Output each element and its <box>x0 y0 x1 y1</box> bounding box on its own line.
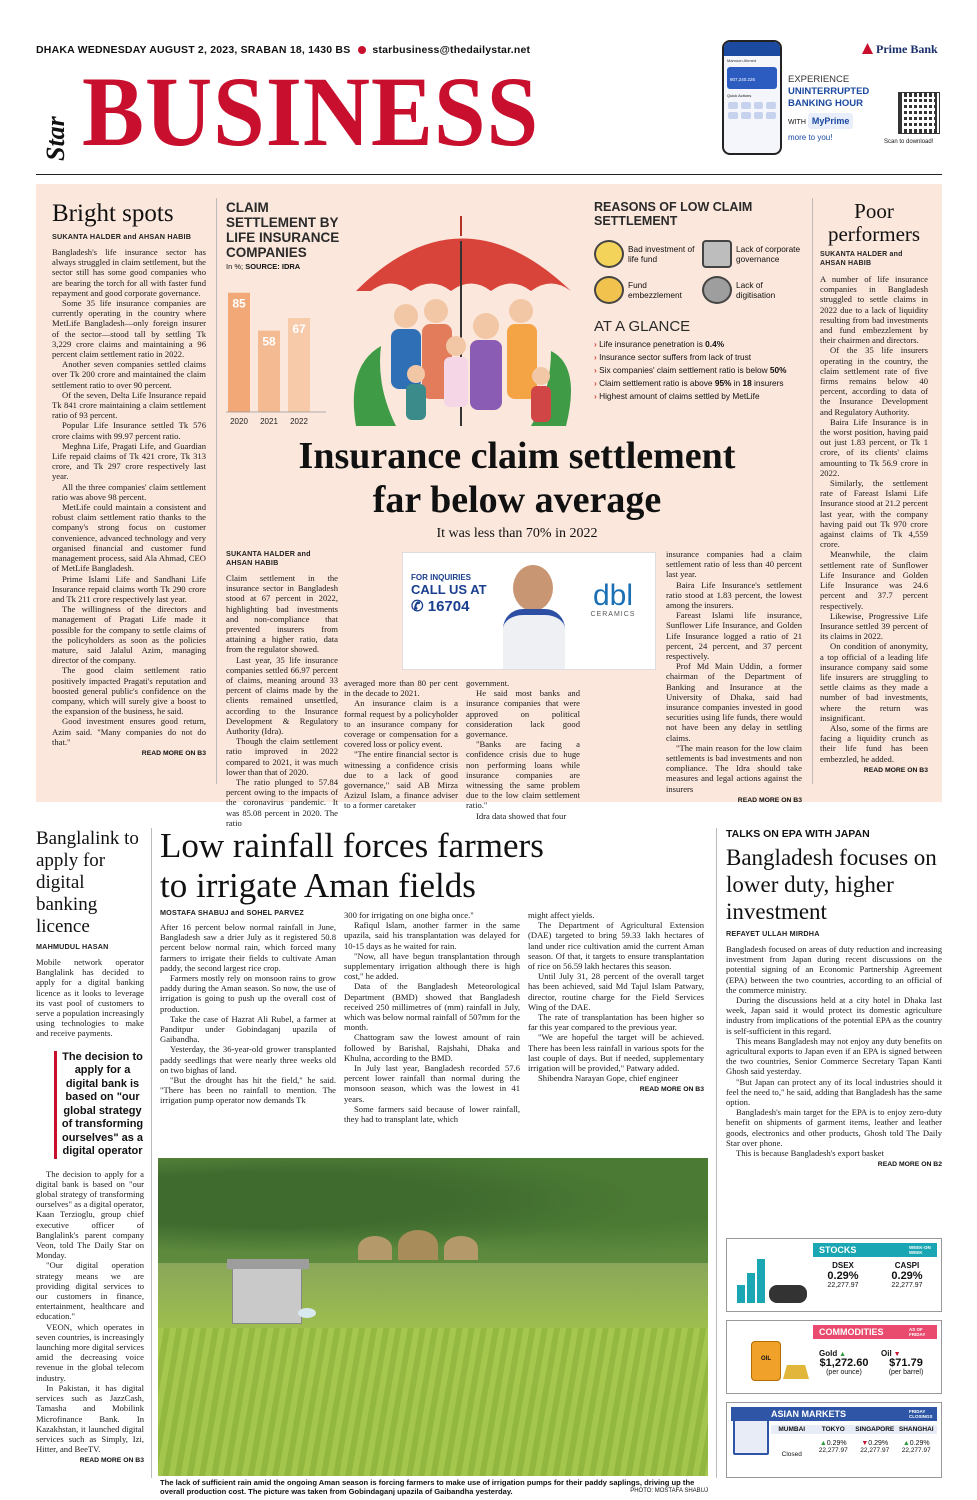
umbrella-canopy <box>356 239 571 292</box>
poor-performers-byline: SUKANTA HALDER and AHSAN HABIB <box>820 251 903 267</box>
dbl-number: 16704 <box>427 598 470 615</box>
bright-spots-story <box>52 200 206 757</box>
paragraph: Some farmers said because of lower rainfall, they had to transplant late, which <box>344 1103 520 1125</box>
bar-category-label: 2020 <box>230 417 248 426</box>
reason-item <box>702 276 804 304</box>
bar-value-label: 85 <box>232 296 246 311</box>
oil-barrel-icon <box>751 1341 781 1381</box>
banglalink-headline: Banglalink to apply for digital banking licence <box>36 828 139 937</box>
market-pct <box>771 1440 813 1451</box>
market-item <box>854 1425 896 1458</box>
chevron-right-icon: › <box>594 352 600 362</box>
paragraph: The ratio plunged to 57.84 percent owing to the impacts of the coronavirus pandemic. It was 85.08 percent in 2020. The ratio <box>226 777 338 828</box>
bar-category-label: 2021 <box>260 417 278 426</box>
reason-label: Bad investment of life fund <box>628 244 695 264</box>
paragraph: Though the claim settlement ratio improved in 2022 compared to 2021, it was much lower than that of 2020. <box>226 736 338 777</box>
money-bag-icon <box>594 240 624 268</box>
paragraph: Another seven companies settled claims over Tk 200 crore and maintained the claim settlement ratio to over 90 percent. <box>52 359 206 390</box>
stocks-widget <box>726 1238 942 1312</box>
hay-stacks <box>358 1230 478 1260</box>
red-dot-icon <box>358 46 366 54</box>
rainfall-headline-line-2: to irrigate Aman fields <box>160 866 476 905</box>
paragraph: MetLife could maintain a consistent and robust claim settlement ratio thanks to the company's strong focus on customer convenience, advanced technology and very organised financial and customer fund management process, said Ala Ahmad, CEO of MetLife Bangladesh. <box>52 502 206 574</box>
reason-item <box>702 240 804 268</box>
prime-bank-mark-icon <box>862 43 873 54</box>
paragraph: Rafiqul Islam, another farmer in the same upazila, said his transplantation was delayed for 10-15 days as he waited for rain. <box>344 920 520 951</box>
bar-value-label: 67 <box>292 321 306 336</box>
gold-label: Gold <box>819 1349 838 1358</box>
byline-line: SUKANTA HALDER and <box>226 549 311 558</box>
caption-text: The lack of sufficient rain amid the ongoing Aman season is forcing farmers to make use of irrigation pumps for their paddy saplings, driving up the overall production cost. The picture was taken from Gobindaganj upazila of Gaibandha yesterday. <box>160 1478 695 1496</box>
reason-label: Lack of corporate governance <box>736 244 801 264</box>
gold-up-icon: ▲ <box>837 1351 847 1358</box>
phone-icon: ✆ <box>411 598 428 615</box>
water-stream <box>298 1308 316 1318</box>
paragraph: The decision to apply for a digital bank is based on "our global strategy of transforming ourselves" as a digital operator, Kaan Terzioglu, group chief executive officer of Banglalink's parent company Veon, told The Daily Star on Monday. <box>36 1168 144 1261</box>
poor-performers-title: Poor performers <box>827 199 921 246</box>
phone-user-name: Mamoon Ahmed <box>727 58 757 63</box>
chart-unit: In %; <box>226 262 246 271</box>
bar-value-label: 58 <box>262 334 276 349</box>
asian-title: ASIAN MARKETS <box>771 1409 847 1419</box>
caspi-pct: 0.29% <box>891 1270 923 1282</box>
dbl-for-inquiries: FOR INQUIRIES <box>411 573 472 582</box>
glance-text: Life insurance penetration is <box>599 339 706 349</box>
paragraph: 300 for irrigating on one bigha once." <box>344 910 474 920</box>
main-read-more-link[interactable]: READ MORE ON B3 <box>737 796 802 804</box>
dsex-pct: 0.29% <box>827 1270 859 1282</box>
pull-quote: The decision to apply for a digital bank is based on "our global strategy of transforming ourselves" as a digital operator <box>54 1051 144 1159</box>
paragraph: Bangladesh's life insurance sector has always struggled in claim settlement, but the sector still has some good companies who are bearing the torch for all with faster fund repayment and good corporate governance. <box>52 247 206 298</box>
paragraph: Mobile network operator Banglalink has decided to apply for a digital banking licence as it looks to leverage its vast pool of customers to serve a population increasingly using technologies to make and receive payments. <box>36 957 144 1039</box>
up-arrow-icon: ▲ <box>819 1440 827 1447</box>
bright-spots-body <box>52 247 206 747</box>
paragraph: Bangladesh's main target for the EPA is to enjoy zero-duty benefit on shipments of garment items, leather and leather goods, electronics and other products, Ghosh told The Daily Star over phone. <box>726 1107 942 1148</box>
main-col-1 <box>226 549 338 828</box>
oil-unit: (per barrel) <box>888 1369 924 1376</box>
market-value: 22,277.97 <box>901 1447 931 1454</box>
chevron-right-icon: › <box>594 378 600 388</box>
bar-category-label: 2022 <box>290 417 308 426</box>
paragraph: Meanwhile, the claim settlement rate of Sunflower Life Insurance and Golden Life Insurance was 24.6 percent and 37.7 percent respectively. <box>820 549 928 611</box>
stocks-note: WEEK-ON WEEK <box>909 1245 931 1255</box>
rainfall-col-1 <box>160 908 336 1106</box>
dateline-text: DHAKA WEDNESDAY AUGUST 2, 2023, SRABAN 18, 1430 BS <box>36 44 351 56</box>
paragraph: The good claim settlement ratio positively impacted Pragati's reputation and boosted general public's confidence on the company, which will surely give a boost to the expansion of the business, he said. <box>52 665 206 717</box>
dateline <box>36 44 530 56</box>
paragraph: Bangladesh focused on areas of duty reduction and increasing investment from Japan during recent discussions on the potential signing of an Economic Partnership Agreement (EPA) between the two countries, according to an official of the commerce ministry. <box>726 944 942 995</box>
myprime-badge <box>808 113 854 129</box>
paragraph: Claim settlement in the insurance sector in Bangladesh stood at 67 percent in 2022, highlighting bad investments and non-compliance that prevented insurers from attaining a higher ratio, data from the regulator showed. <box>226 573 338 655</box>
paragraph: government. <box>466 678 510 688</box>
paragraph: This means Bangladesh may not enjoy any duty benefits on agricultural exports to Japan even if an EPA is signed between the two countries, Senior Commerce Secretary Tapan Kanti Ghosh said yesterday. <box>726 1035 942 1077</box>
leaf-left <box>354 346 396 426</box>
bright-read-more-link[interactable]: READ MORE ON B3 <box>141 749 206 757</box>
paragraph: The willingness of the directors and management of Pragati Life made it possible for the company to settle claims of the policyholders as soon as the policies mature, said Jalalul Azim, managing director of the company. <box>52 604 206 666</box>
phone-mockup <box>722 40 782 155</box>
reason-item <box>594 240 696 268</box>
family-figures <box>391 299 551 422</box>
up-arrow-icon: ▲ <box>902 1440 910 1447</box>
prime-bank-ad[interactable] <box>722 40 944 155</box>
paragraph: Likewise, Progressive Life Insurance settled 39 percent of its claims in 2022. <box>820 610 928 642</box>
rainfall-read-more-link[interactable]: READ MORE ON B3 <box>639 1086 704 1094</box>
paragraph: All the three companies' claim settlement ratio was above 98 percent. <box>52 481 206 502</box>
chart-title: CLAIM SETTLEMENT BY LIFE INSURANCE COMPANIES <box>226 200 340 260</box>
paragraph: "We are hopeful the target will be achieved. There has been less rainfall in various spots for the last couple of days. But if needed, supplementary irrigation will be provided," Patwary added. <box>528 1032 704 1074</box>
market-pct: 0.29% <box>868 1440 889 1447</box>
gold-price: $1,272.60 <box>819 1357 869 1369</box>
asian-markets-widget <box>726 1402 942 1478</box>
oil-down-icon: ▼ <box>891 1351 901 1358</box>
dsex-label: DSEX <box>832 1261 854 1270</box>
asian-markets-row <box>771 1425 937 1458</box>
bull-bear-icon <box>731 1247 811 1307</box>
insurance-feature <box>36 184 942 828</box>
paragraph: Idra data showed that four <box>476 810 567 821</box>
glance-item <box>594 351 804 364</box>
gold-bar-icon <box>783 1365 809 1379</box>
star-logo <box>36 90 72 160</box>
main-col-4 <box>666 549 802 804</box>
paragraph: "Our digital operation strategy means we are providing digital services to our customers in finance, entertainment, healthcare and education." <box>36 1260 144 1322</box>
poor-performers-story <box>820 200 928 774</box>
market-item <box>813 1425 855 1458</box>
paragraph: Of the seven, Delta Life Insurance repaid Tk 841 crore maintaining a claim settlement ratio of 93 percent. <box>52 389 206 421</box>
paragraph: Take the case of Hazrat Ali Rubel, a farmer at Panditpur under Gobindaganj upazila of Gaibandha. <box>160 1013 336 1045</box>
paragraph: The Department of Agricultural Extension (DAE) targeted to bring 59.33 lakh hectares of land under rice cultivation amid the current Aman season. Of that, it targets to ensure transplantation of rice on 56.59 lakh hectares this season. <box>528 920 704 972</box>
paragraph: Popular Life Insurance settled Tk 576 crore claims with 99.97 percent ratio. <box>52 420 206 441</box>
banglalink-story <box>36 828 144 1464</box>
banglalink-read-more-link[interactable]: READ MORE ON B3 <box>79 1457 144 1465</box>
paragraph: In Pakistan, it has digital services such as JazzCash, Tamasha and Mobilink Microfinance Bank. In Kazakhstan, it launched digital services such as Simply, Izi, Hitter, and BeeTV. <box>36 1382 144 1455</box>
pump-shed <box>232 1268 302 1324</box>
corporate-building-icon <box>702 240 732 268</box>
paragraph: "But Japan can protect any of its local industries should it feel the need to," he said, adding that Bangladesh has the same option. <box>726 1076 942 1108</box>
glance-text: Six companies' claim settlement ratio is below <box>599 365 770 375</box>
chevron-right-icon: › <box>594 391 600 401</box>
main-headline <box>222 434 812 522</box>
paragraph: The rate of transplantation has been higher so far this year compared to the previous year. <box>528 1012 704 1033</box>
paragraph: Until July 31, 28 percent of the overall target has been achieved, said Md Tajul Islam Patwary, director, routine charge for the Field Services Wing of the DAE. <box>528 971 704 1012</box>
dbl-call-us: CALL US AT <box>411 582 487 597</box>
paragraph: insurance companies had a claim settlement ratio of less than 40 percent last year. <box>666 549 802 580</box>
paragraph: An insurance claim is a formal request by a policyholder to an insurance company for coverage or compensation for a covered loss or policy event. <box>344 698 458 750</box>
market-name: SINGAPORE <box>855 1426 895 1433</box>
rainfall-col-2 <box>344 910 520 1124</box>
glance-bold: 18 <box>742 378 752 388</box>
market-item <box>896 1425 938 1458</box>
chart-source: SOURCE: IDRA <box>245 262 301 271</box>
headline-line-1: Insurance claim settlement <box>298 435 736 477</box>
commodities-note: AS OF FRIDAY <box>909 1327 926 1337</box>
embezzlement-hand-icon <box>594 276 624 304</box>
chevron-right-icon: › <box>594 365 600 375</box>
ad-line-banking-hour: BANKING HOUR <box>788 98 863 109</box>
main-col-3 <box>466 678 580 821</box>
paragraph: Baira Life Insurance is in the worst position, having paid out just 1.83 percent, or Tk 1 crore, of its clients' claims amounting to Tk 56.9 crore in 2022. <box>820 416 928 478</box>
phone-balance: 807,240.226 <box>727 67 777 89</box>
epa-story <box>726 828 942 1168</box>
oil-label: Oil <box>881 1349 892 1358</box>
paragraph: "Now, all have begun transplantation through supplementary irrigation although there is high cost," he added. <box>344 950 520 982</box>
paddy-field-photo <box>158 1158 708 1476</box>
section-title: BUSINESS <box>82 56 540 167</box>
paragraph: Data of the Bangladesh Meteorological Department (BMD) showed that Bangladesh received 250 millimetres of (mm) rainfall in July, which was below normal rainfall of 507mm for the month. <box>344 981 520 1033</box>
glance-item <box>594 390 804 403</box>
paragraph: "The entire financial sector is witnessing a confidence crisis due to a lack of good governance," said AB Mirza Azizul Islam, a finance adviser to a former caretaker <box>344 749 458 811</box>
ad-more-to-you: more to you! <box>788 133 833 142</box>
paragraph: might affect yields. <box>528 910 595 920</box>
paragraph: Last year, 35 life insurance companies settled 66.97 percent of claims, meaning around 33 percent of claims made by the clients remained unsettled, according to the Insurance Development & Regulatory Authority (Idra). <box>226 654 338 737</box>
paragraph: Prof Md Main Uddin, a former chairman of the Department of Banking and Insurance at the University of Dhaka, said had insurance companies invested in good securities using life funds, there would not have been any delay in settling claims. <box>666 661 802 743</box>
dbl-logo: dbl <box>592 579 634 612</box>
paragraph: "Banks are facing a confidence crisis due to huge non performing loans while insurance companies are witnessing the same problem due to the low claim settlement ratio." <box>466 739 580 811</box>
market-pct: 0.29% <box>826 1440 847 1447</box>
market-item <box>771 1425 813 1458</box>
market-name: MUMBAI <box>771 1425 813 1434</box>
main-subhead: It was less than 70% in 2022 <box>436 526 598 541</box>
reasons-panel <box>594 200 804 403</box>
paragraph: Chattogram saw the lowest amount of rain followed by Barishal, Rajshahi, Dhaka and Khulna, according to the BMD. <box>344 1032 520 1063</box>
byline-line: AHSAN HABIB <box>226 558 279 567</box>
paragraph: Farmers mostly rely on monsoon rains to grow paddy during the Aman season. So now, the use of irrigation is going to push up the overall cost of production. <box>160 973 336 1014</box>
dbl-subbrand: CERAMICS <box>590 611 636 618</box>
glance-text: Insurance sector suffers from lack of trust <box>599 352 752 362</box>
star-logo-text: Star <box>41 116 70 161</box>
barrel-label: OIL <box>761 1356 771 1362</box>
reason-item <box>594 276 696 304</box>
glance-text: Claim settlement ratio is above <box>599 378 715 388</box>
paragraph: Prime Islami Life and Sandhani Life Insurance repaid claims worth Tk 290 crore and Tk 211 crore respectively last year. <box>52 573 206 604</box>
market-value: Closed <box>781 1451 802 1458</box>
glance-text: in <box>731 378 743 388</box>
market-pct: 0.29% <box>909 1440 930 1447</box>
paragraph: Of the 35 life insurers operating in the country, the claim settlement rate of five firms remains below 40 percent, according to data of the Insurance Development and Regulatory Authority. <box>820 345 928 417</box>
paragraph: Similarly, the settlement rate of Fareast Islami Life Insurance stood at 21.2 percent last year, with the company having paid out Tk 970 crore against claims of Tk 4,559 crore. <box>820 478 928 550</box>
commodities-title: COMMODITIES <box>819 1327 884 1337</box>
digitisation-gear-icon <box>702 276 732 304</box>
paragraph: In July last year, Bangladesh recorded 57.6 percent lower rainfall than normal during the monsoon season, which was the lowest in 41 years. <box>344 1063 520 1104</box>
epa-byline: REFAYET ULLAH MIRDHA <box>726 929 820 938</box>
chevron-right-icon: › <box>594 339 600 349</box>
paragraph: During the discussions held at a city hotel in Dhaka last week, Japan said it would protect its domestic agriculture industry from implications of the potential EPA as the country is self-sufficient in this regard. <box>726 995 942 1036</box>
glance-item <box>594 364 804 377</box>
paragraph: "But the drought has hit the field," he said. "There has been no rainfall to mention. The irrigation pump operator now demands Tk <box>160 1075 336 1106</box>
rainfall-col-3 <box>528 910 704 1093</box>
reasons-title: REASONS OF LOW CLAIM SETTLEMENT <box>594 200 753 228</box>
rainfall-headline-line-1: Low rainfall forces farmers <box>160 826 544 865</box>
epa-headline: Bangladesh focuses on lower duty, higher investment <box>726 845 937 924</box>
paragraph: Baira Life Insurance's settlement ratio stood at 1.83 percent, the lowest among the insurers. <box>666 579 802 611</box>
gold-unit: (per ounce) <box>826 1369 862 1376</box>
at-a-glance-title: AT A GLANCE <box>594 318 691 335</box>
scan-to-download: Scan to download! <box>884 139 934 145</box>
myprime-text: MyPrime <box>811 116 850 126</box>
market-value: 22,277.97 <box>818 1447 848 1454</box>
paragraph: After 16 percent below normal rainfall in June, Bangladesh saw a drier July as it registered 50.8 percent below normal rain, which forced many farmers to irrigate their fields to cultivate Aman paddy, the second largest rice crop. <box>160 922 336 973</box>
paragraph: Good investment ensures good return, Azim said. "Many companies do not do that." <box>52 716 206 747</box>
qr-code-icon[interactable] <box>898 92 940 134</box>
at-a-glance-list <box>594 338 804 403</box>
paragraph: A number of life insurance companies in Bangladesh struggled to settle claims in 2022 due to a lack of liquidity resulting from bad investments and fund embezzlement by their chairmen and directors. <box>820 274 928 346</box>
bright-spots-title: Bright spots <box>52 200 174 227</box>
banglalink-byline: MAHMUDUL HASAN <box>36 942 109 951</box>
prime-bank-logo <box>862 42 938 57</box>
rainfall-byline: MOSTAFA SHABUJ and SOHEL PARVEZ <box>160 908 304 917</box>
epa-read-more-link[interactable]: READ MORE ON B2 <box>877 1161 942 1169</box>
paragraph: averaged more than 80 per cent in the decade to 2021. <box>344 678 458 699</box>
down-arrow-icon: ▼ <box>861 1440 869 1447</box>
glance-bold: 95% <box>714 378 732 388</box>
paragraph: "The main reason for the low claim settlements is bad investments and non compliance. The Idra should take measures and legal actions against the insurers <box>666 742 802 794</box>
market-value: 22,277.97 <box>860 1447 890 1454</box>
paragraph: Fareast Islami life insurance, Sunflower Life Insurance, and Golden Life Insurance logged a ratio of 21 percent, 24 percent, and 37 percent respectively. <box>666 610 802 662</box>
ad-line-experience: EXPERIENCE <box>788 74 850 85</box>
bright-spots-byline: SUKANTA HALDER and AHSAN HABIB <box>52 232 192 241</box>
market-name: TOKYO <box>813 1425 855 1434</box>
prime-bank-name: Prime Bank <box>876 42 938 56</box>
photo-caption <box>160 1478 708 1496</box>
stocks-title: STOCKS <box>819 1245 857 1255</box>
market-name: SHANGHAI <box>896 1425 938 1434</box>
paragraph: This is because Bangladesh's export basket <box>736 1148 884 1159</box>
glance-bold: 0.4% <box>705 339 725 349</box>
glance-text: insurers <box>751 378 784 388</box>
rainfall-headline <box>160 826 720 906</box>
commodities-widget <box>726 1320 942 1394</box>
paragraph: Also, some of the firms are facing a liquidity crunch as their life fund has been embezzled, he added. <box>820 722 928 764</box>
glance-text: Highest amount of claims settled by MetLife <box>599 391 760 401</box>
reason-label: Lack of digitisation <box>736 280 776 300</box>
reason-label: Fund embezzlement <box>628 280 682 300</box>
main-byline <box>226 549 338 567</box>
asian-note: FRIDAY CLOSINGS <box>909 1409 933 1419</box>
dsex-value: 22,277.97 <box>827 1282 859 1289</box>
paragraph: VEON, which operates in seven countries, is increasingly launching more digital services amid the decreasing voice revenue in the global telecom industry. <box>36 1321 144 1383</box>
headline-line-2: far below average <box>372 479 662 521</box>
oil-price: $71.79 <box>889 1357 923 1369</box>
ad-with: WITH <box>788 119 806 126</box>
paragraph: Shibendra Narayan Gope, chief engineer <box>538 1073 679 1084</box>
dbl-ceramics-ad[interactable] <box>402 552 656 670</box>
glance-item <box>594 338 804 351</box>
photo-credit: PHOTO: MOSTAFA SHABUJ <box>630 1488 708 1494</box>
email-link[interactable]: starbusiness@thedailystar.net <box>372 44 531 56</box>
umbrella-family-illustration <box>336 196 586 426</box>
caspi-label: CASPI <box>894 1261 920 1270</box>
epa-kicker: TALKS ON EPA WITH JAPAN <box>726 828 870 840</box>
ad-line-uninterrupted: UNINTERRUPTED <box>788 86 870 97</box>
paragraph: He said most banks and insurance companies that were approved on political consideration lack good governance. <box>466 688 580 740</box>
phone-quick-actions: Quick Actions <box>727 93 752 98</box>
paragraph: Yesterday, the 36-year-old grower transplanted paddy seedlings that were nearly three weeks old on two bighas of land. <box>160 1044 336 1075</box>
glance-item <box>594 377 804 390</box>
main-col-2 <box>344 678 458 811</box>
paragraph: Some 35 life insurance companies are currently operating in the country where MetLife Bangladesh—only foreign insurer of the sector—stood tall by settling Tk 3,229 crore claims and maintaining a 96 percent claim settlement ratio in 2022. <box>52 298 206 360</box>
caspi-value: 22,277.97 <box>891 1282 923 1289</box>
poor-read-more-link[interactable]: READ MORE ON B3 <box>863 766 928 774</box>
paragraph: Meghna Life, Pragati Life, and Guardian Life repaid claims of Tk 421 crore, Tk 313 crore, and Tk 297 crore respectively last year. <box>52 440 206 482</box>
model-photo <box>499 557 569 670</box>
paragraph: On condition of anonymity, a top official of a leading life insurance company said some life insurers are struggling to settle claims as they made a number of bad investments, where the return was insignificant. <box>820 641 928 723</box>
glance-bold: 50% <box>769 365 787 375</box>
